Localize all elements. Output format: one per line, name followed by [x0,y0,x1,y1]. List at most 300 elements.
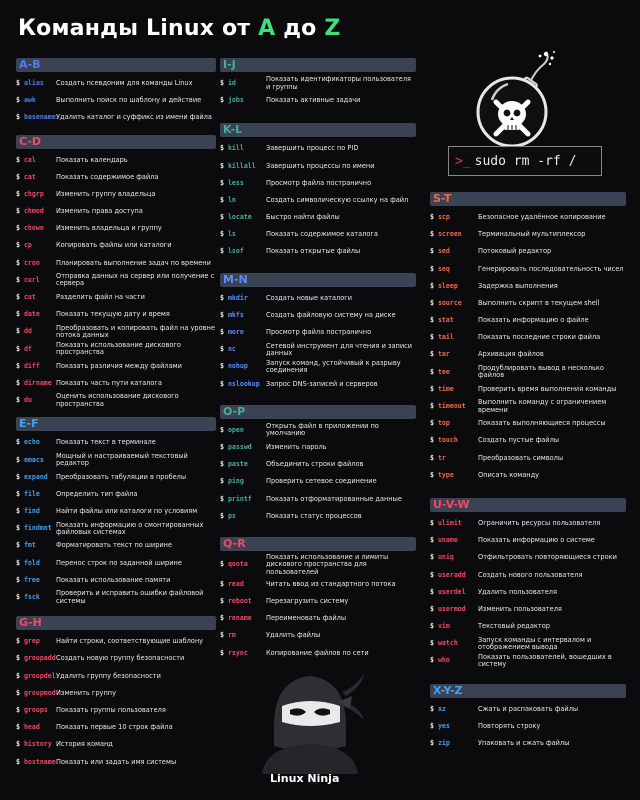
command-name [430,589,478,596]
command-text: fmt [23,541,36,550]
command-text: xz [437,704,446,713]
command-text: fold [23,558,40,567]
command-name [220,461,266,468]
command-description: Копировать файлы или каталоги [56,241,172,250]
command-name [220,496,266,503]
dollar-sign: $ [220,230,228,239]
command-name [16,457,56,464]
command-description: Показать различия между файлами [56,361,182,370]
command-description: Преобразовать символы [478,453,564,462]
command-text: userdel [437,587,466,596]
command-name [16,707,56,714]
command-text: expand [23,472,48,481]
command-text: rename [227,614,252,623]
command-text: nc [227,345,236,354]
command-row [220,192,416,209]
bomb-skull-icon [474,50,562,160]
command-row [430,532,626,549]
command-name [16,594,56,601]
dollar-sign: $ [220,560,228,569]
command-description: Перенос строк по заданной ширине [56,558,182,567]
command-name [430,437,478,444]
command-text: chgrp [23,189,44,198]
command-row [220,290,416,307]
dollar-sign: $ [430,367,438,376]
command-row [16,109,216,126]
section-header-kl: K-L [220,123,416,137]
command-text: who [437,656,450,665]
command-name [430,640,478,647]
command-name [16,542,56,549]
command-name [16,525,56,532]
command-text: watch [437,639,458,648]
dollar-sign: $ [220,293,228,302]
command-row [430,618,626,635]
command-name [220,145,266,152]
command-description: Показать использование и лимиты дискового пространства для пользователей [266,552,389,576]
command-name [16,225,56,232]
command-description: Удалить файлы [266,631,321,640]
command-description: Оценить использование дискового пространства [56,392,179,408]
command-name [16,690,56,697]
dollar-sign: $ [16,654,24,663]
command-description: Определить тип файла [56,489,138,498]
command-row [16,75,216,92]
command-text: hostname [23,757,56,766]
command-text: ps [227,511,236,520]
command-name [220,632,266,639]
command-row [16,220,216,237]
command-row [220,158,416,175]
command-description: Повторять строку [478,721,541,730]
command-row [16,323,216,340]
dollar-sign: $ [16,293,24,301]
command-name [220,598,266,605]
dollar-sign: $ [220,614,228,623]
command-text: zip [437,739,450,747]
command-description: Создать файловую систему на диске [266,310,396,319]
command-name [16,439,56,446]
command-text: df [23,344,32,353]
command-text: uniq [437,553,454,562]
dollar-sign: $ [16,275,24,284]
dollar-sign: $ [16,258,24,267]
command-text: grep [23,637,40,646]
command-name [430,403,478,410]
command-row [220,324,416,341]
command-description: Запрос DNS-записей и серверов [266,379,378,388]
command-name [430,248,478,255]
command-row [430,209,626,226]
section-header-st: S-T [430,192,626,206]
command-text: killall [227,161,256,170]
command-row [220,508,416,525]
command-text: sed [437,247,450,256]
command-name [16,114,56,121]
command-text: emacs [23,455,44,464]
dollar-sign: $ [16,438,24,447]
command-description: Выполнить команду с ограничением времени [478,398,607,414]
command-name [430,623,478,630]
command-row [16,272,216,289]
section-kl [220,123,416,260]
command-text: stat [437,316,454,325]
dollar-sign: $ [430,230,438,239]
command-text: less [227,178,244,187]
command-description: Создать символическую ссылку на файл [266,195,409,204]
dollar-sign: $ [220,345,228,354]
command-text: source [437,298,462,307]
command-text: printf [227,494,252,503]
dollar-sign: $ [16,396,24,405]
dollar-sign: $ [430,604,438,613]
dollar-sign: $ [430,436,438,445]
command-text: history [23,740,52,749]
command-description: Безопасное удалённое копирование [478,212,606,221]
command-description: Проверить сетевое соединение [266,477,377,486]
command-name [430,740,478,747]
command-name [220,381,266,388]
command-description: Создать новые каталоги [266,293,353,302]
command-description: Изменить владельца и группу [56,224,162,233]
command-text: sleep [437,281,458,290]
command-name [16,380,56,387]
command-description: Изменить группу [56,688,116,697]
command-description: Удалить группу безопасности [56,671,161,680]
command-text: findmnt [23,524,52,533]
command-row [220,593,416,610]
dollar-sign: $ [16,740,24,749]
command-row [430,701,626,718]
command-description: Показать первые 10 строк файла [56,723,173,732]
command-description: Показать или задать имя системы [56,757,177,766]
dollar-sign: $ [16,224,24,233]
dollar-sign: $ [220,511,228,520]
command-description: Показать активные задачи [266,96,361,105]
command-row [220,92,416,109]
command-name [430,572,478,579]
command-name [16,208,56,215]
dollar-sign: $ [220,161,228,170]
command-row [16,392,216,409]
command-row [16,555,216,572]
section-ab [16,58,216,127]
command-name [430,706,478,713]
dollar-sign: $ [220,362,228,371]
command-row [16,719,216,736]
dollar-sign: $ [430,247,438,256]
command-text: alias [23,78,44,87]
command-text: open [227,425,244,434]
command-text: screen [437,230,462,239]
dollar-sign: $ [220,494,228,503]
section-uvw [430,498,626,670]
command-description: История команд [56,740,113,749]
section-gh [16,616,216,771]
command-row [16,358,216,375]
section-header-op: O-P [220,405,416,419]
command-name [16,346,56,353]
command-description: Проверить и исправить ошибки файловой системы [56,589,204,605]
command-description: Изменить права доступа [56,207,143,216]
command-description: Просмотр файла постранично [266,178,372,187]
command-description: Показать статус процессов [266,511,362,520]
section-st [430,192,626,484]
command-row [430,226,626,243]
command-description: Показать пользователей, вошедших в систему [478,652,612,669]
command-row [430,381,626,398]
command-description: Отфильтровать повторяющиеся строки [478,553,617,562]
command-row [220,645,416,662]
command-text: date [23,310,40,319]
command-row [430,261,626,278]
section-ef [16,417,216,606]
command-text: top [437,419,450,428]
command-description: Быстро найти файлы [266,213,340,222]
command-name [220,561,266,568]
command-text: cut [23,293,36,301]
command-description: Преобразовать табуляции в пробелы [56,472,187,481]
command-name [220,478,266,485]
dollar-sign: $ [430,553,438,562]
command-name [16,577,56,584]
dollar-sign: $ [430,656,438,665]
dollar-sign: $ [16,472,24,481]
command-row [430,432,626,449]
command-text: du [23,396,32,405]
dollar-sign: $ [16,207,24,216]
dollar-sign: $ [430,316,438,325]
command-text: groupadd [23,654,56,663]
command-description: Форматировать текст по ширине [56,541,173,550]
command-name [220,581,266,588]
section-header-qr: Q-R [220,537,416,551]
command-text: awk [23,96,36,105]
command-text: chmod [23,207,44,216]
command-name [220,444,266,451]
command-description: Найти файлы или каталоги по условиям [56,507,198,516]
command-row [16,255,216,272]
column-left [16,58,216,779]
command-text: ln [227,195,236,204]
command-description: Показать текущую дату и время [56,310,170,319]
command-description: Потоковый редактор [478,247,552,256]
dollar-sign: $ [16,671,24,680]
command-text: cp [23,241,32,250]
command-name [430,537,478,544]
command-text: curl [23,275,40,284]
command-name [220,80,266,87]
dollar-sign: $ [430,350,438,359]
ninja-mascot-icon [254,666,366,774]
command-name [220,295,266,302]
section-ij [220,58,416,109]
command-row [430,567,626,584]
command-row [430,515,626,532]
command-description: Объединить строки файлов [266,460,364,469]
dollar-sign: $ [220,442,228,451]
command-row [16,92,216,109]
command-text: seq [437,264,450,273]
command-text: reboot [227,596,252,605]
command-description: Разделить файл на части [56,293,145,301]
dollar-sign: $ [430,470,438,479]
command-row [220,140,416,157]
dollar-sign: $ [220,477,228,486]
command-description: Запуск команд, устойчивый к разрыву соединения [266,358,401,375]
command-description: Генерировать последовательность чисел [478,264,624,273]
command-description: Отправка данных на сервер или получение с сервера [56,272,215,288]
command-row [16,520,216,537]
command-row [430,584,626,601]
command-name [16,97,56,104]
command-text: find [23,507,40,516]
command-row [430,312,626,329]
command-name [430,283,478,290]
section-header-mn: M-N [220,273,416,287]
command-text: tail [437,333,454,342]
command-name [16,474,56,481]
dollar-sign: $ [430,721,438,730]
command-row [16,736,216,753]
command-text: cal [23,155,36,164]
command-text: ls [227,230,236,239]
dollar-sign: $ [430,212,438,221]
dollar-sign: $ [16,489,24,498]
command-name [430,266,478,273]
command-row [220,75,416,92]
dollar-sign: $ [16,78,24,87]
section-header-xyz: X-Y-Z [430,684,626,698]
command-text: diff [23,361,40,370]
command-name [16,157,56,164]
command-row [16,169,216,186]
command-description: Показать содержимое каталога [266,230,378,239]
command-row [220,576,416,593]
command-row [16,434,216,451]
command-description: Продублировать вывод в несколько файлов [478,363,604,380]
command-row [220,226,416,243]
command-row [430,329,626,346]
command-text: basename [23,113,56,122]
command-text: dd [23,327,32,336]
command-name [430,214,478,221]
command-description: Описать команду [478,470,540,479]
command-text: file [23,489,40,498]
dollar-sign: $ [430,587,438,596]
command-row [430,549,626,566]
command-name [220,363,266,370]
command-name [220,214,266,221]
dollar-sign: $ [16,310,24,319]
command-name [430,472,478,479]
dollar-sign: $ [16,378,24,387]
command-description: Показать последние строки файла [478,333,601,342]
command-row [220,175,416,192]
dollar-sign: $ [220,78,228,87]
command-description: Мощный и настраиваемый текстовый редактор [56,451,188,468]
dollar-sign: $ [220,379,228,388]
command-name [16,277,56,284]
dollar-sign: $ [16,189,24,198]
dollar-sign: $ [430,570,438,579]
command-name [430,420,478,427]
dollar-sign: $ [16,155,24,164]
dollar-sign: $ [430,419,438,428]
dollar-sign: $ [16,344,24,353]
command-row [220,554,416,576]
dollar-sign: $ [16,241,24,250]
command-name [430,606,478,613]
command-description: Перезагрузить систему [266,596,349,605]
dollar-sign: $ [220,425,228,434]
terminal-prompt [448,146,602,176]
command-row [16,341,216,358]
command-row [430,653,626,670]
dollar-sign: $ [16,637,24,646]
command-description: Создать новую группу безопасности [56,654,185,663]
command-name [220,346,266,353]
command-name [220,312,266,319]
column-middle [220,58,416,670]
command-row [16,486,216,503]
command-text: jobs [227,96,244,105]
command-description: Удалить каталог и суффикс из имени файла [56,113,212,122]
dollar-sign: $ [220,579,228,588]
command-name [430,520,478,527]
command-text: locate [227,213,252,222]
prompt-symbol: >_ [455,153,471,169]
command-text: rm [227,631,236,640]
dollar-sign: $ [430,518,438,527]
command-name [430,231,478,238]
dollar-sign: $ [220,648,228,657]
command-description: Текстовый редактор [478,622,550,631]
command-description: Показать группы пользователя [56,705,166,714]
section-header-ab: A-B [16,58,216,72]
command-description: Показать идентификаторы пользователя и группы [266,75,412,91]
command-text: groupdel [23,671,56,680]
command-text: id [227,78,236,87]
command-description: Найти строки, соответствующие шаблону [56,637,204,646]
command-row [430,278,626,295]
command-description: Показать использование памяти [56,575,171,584]
dollar-sign: $ [16,524,24,533]
command-name [16,560,56,567]
dollar-sign: $ [16,558,24,567]
command-row [16,702,216,719]
command-description: Показать открытые файлы [266,247,361,256]
command-description: Изменить группу владельца [56,189,156,198]
section-op [220,405,416,525]
command-name [16,311,56,318]
section-xyz [430,684,626,753]
command-row [430,347,626,364]
command-description: Выполнить поиск по шаблону и действие [56,96,202,105]
command-name [16,673,56,680]
section-qr [220,537,416,662]
command-row [16,503,216,520]
command-row [220,491,416,508]
command-text: type [437,470,454,479]
command-description: Сетевой инструмент для чтения и записи данных [266,341,413,357]
dollar-sign: $ [430,384,438,393]
command-name [430,723,478,730]
dollar-sign: $ [16,723,24,732]
command-text: lsof [227,247,244,256]
command-text: useradd [437,570,466,579]
dollar-sign: $ [430,281,438,290]
